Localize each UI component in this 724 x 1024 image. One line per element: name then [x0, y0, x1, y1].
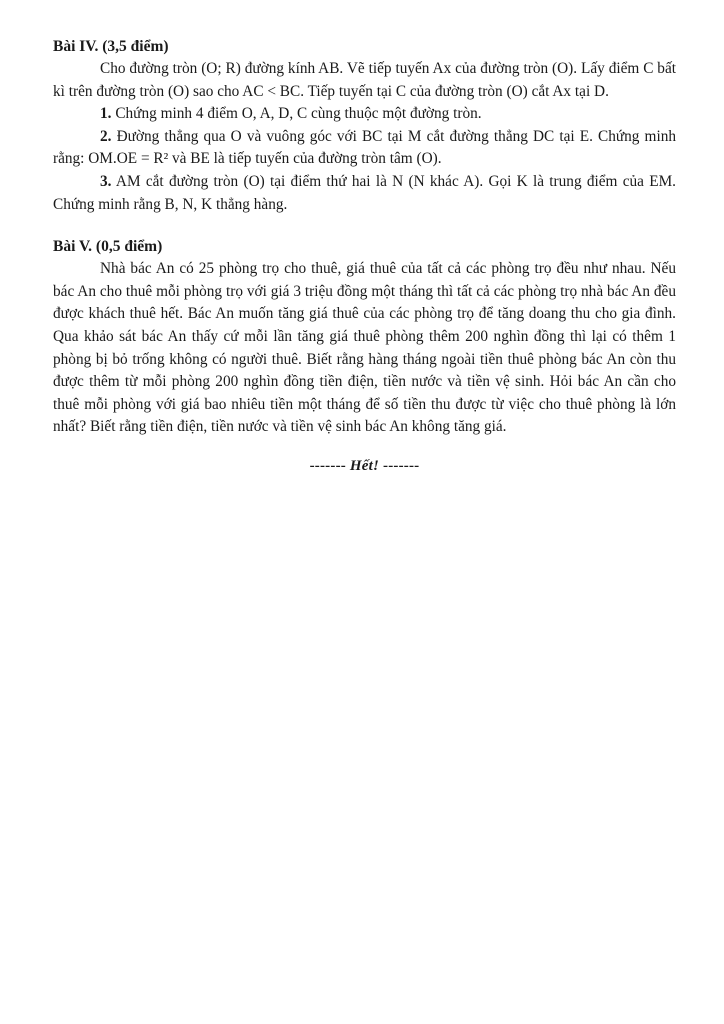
bai4-title: Bài IV. (3,5 điểm) [53, 38, 169, 55]
bai4-question-3 [53, 171, 676, 216]
question-number: 2. [100, 127, 112, 145]
bai5-title: Bài V. (0,5 điểm) [53, 238, 163, 256]
question-number: 3. [100, 172, 112, 190]
question-text: Chứng minh 4 điểm O, A, D, C cùng thuộc một đường tròn. [115, 105, 482, 123]
question-number: 1. [100, 105, 112, 123]
bai5-text: Nhà bác An có 25 phòng trọ cho thuê, giá thuê của tất cả các phòng trọ đều như nhau. Nếu bác An cho thuê mỗi phòng trọ với giá 3 triệu đồng một tháng thì tất cả các phòng trọ nhà bác An đều được khách thuê hết. Bác An muốn tăng giá thuê của các phòng trọ để tăng doang thu cho gia đình. Qua khảo sát bác An thấy cứ mỗi lần tăng giá thuê phòng thêm 200 nghìn đồng thì lại có thêm 1 phòng bị bỏ trống không có người thuê. Biết rằng hàng tháng ngoài tiền thuê phòng bác An còn thu được thêm từ mỗi phòng 200 nghìn đồng tiền điện, tiền nước và tiền vệ sinh. Hỏi bác An cần cho thuê mỗi phòng với giá bao nhiêu tiền một tháng để số tiền thu được từ việc cho thuê phòng là lớn nhất? Biết rằng tiền điện, tiền nước và tiền vệ sinh bác An không tăng giá. [53, 260, 676, 436]
section-gap [53, 216, 676, 236]
bai4-intro: Cho đường tròn (O; R) đường kính AB. Vẽ tiếp tuyến Ax của đường tròn (O). Lấy điểm C bất kì trên đường tròn (O) sao cho AC < BC. Tiếp tuyến tại C của đường tròn (O) cắt Ax tại D. [53, 60, 676, 100]
end-marker [53, 458, 676, 475]
question-text: AM cắt đường tròn (O) tại điểm thứ hai là N (N khác A). Gọi K là trung điểm của EM. Chứng minh rằng B, N, K thẳng hàng. [53, 172, 676, 213]
end-text: Hết! [349, 457, 380, 474]
end-dash-left: ------- [309, 457, 346, 474]
end-dash-right: ------- [383, 457, 420, 474]
bai4-question-1 [53, 103, 676, 126]
bai4-question-2 [53, 126, 676, 171]
question-text: Đường thẳng qua O và vuông góc với BC tại M cắt đường thẳng DC tại E. Chứng minh rằng: OM.OE = R² và BE là tiếp tuyến của đường tròn tâm (O). [53, 127, 676, 168]
